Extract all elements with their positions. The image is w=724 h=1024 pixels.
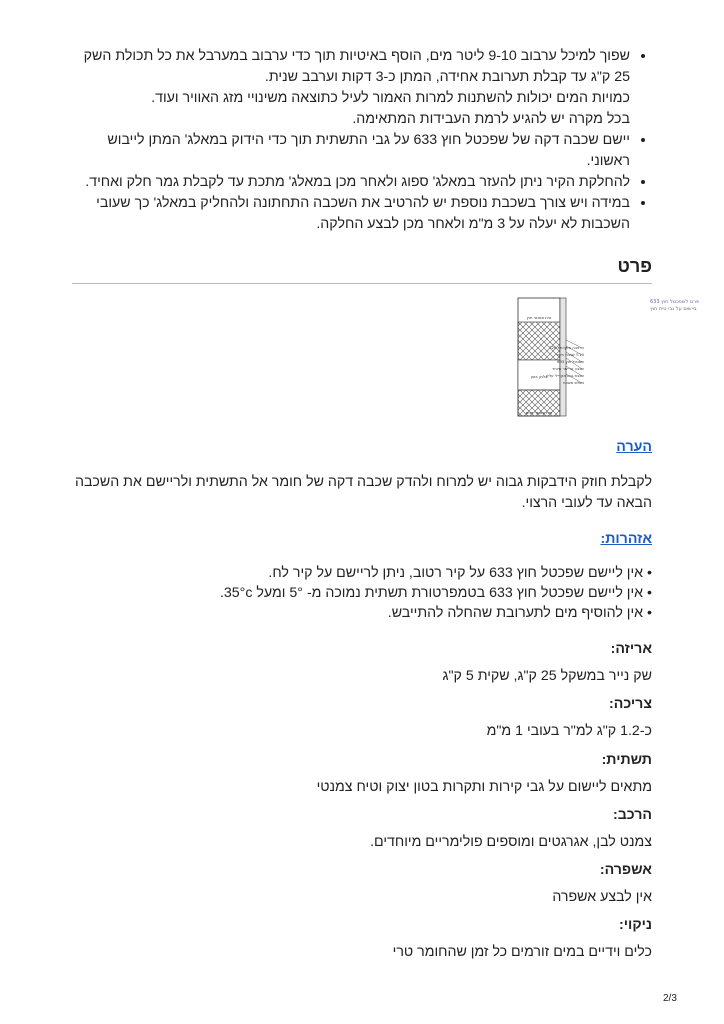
spec-consumption-label: צריכה:	[609, 696, 652, 712]
callout-5: שכבת גבס אקרילי עליון	[546, 373, 584, 378]
section-divider	[72, 283, 652, 284]
figure-caption-line1: פרט לשפכטל חוץ 633	[650, 299, 700, 305]
note-paragraph: לקבלת חוזק הידבקות גבוה יש למרוח ולהדק שכבה דקה של חומר אל התשתית ולריישם את השכבה הבאה עד לעובי הרצוי.	[74, 474, 652, 511]
callout-3: שפכטל חוץ 633	[557, 359, 584, 364]
warnings-list	[72, 563, 652, 623]
spec-packaging	[72, 639, 652, 686]
step-pour-water: • שפוך למיכל ערבוב 9-10 ליטר מים, הוסף באיטיות תוך כדי ערבוב במערבל את כל תכולת השק 25 ק"ג עד קבלת תערובת אחידה, המתן כ-3 דקות וערבב שנית. כמויות המים יכולות להשתנות למרות האמור לעיל כתוצאה משינויי מזג האוויר ועוד. בכל מקרה יש להגיע לרמת העבידות המתאימה.	[50, 46, 630, 130]
middle-layer-label: בלוק בטון	[530, 374, 548, 379]
spec-consumption-value: כ-1.2 ק"ג למ"ר בעובי 1 מ"מ	[486, 723, 652, 739]
spec-painting	[72, 860, 652, 907]
callout-1: הרטבה מוקדמת 720	[549, 345, 584, 350]
warning-item: • אין ליישם שפכטל חוץ 633 על קיר רטוב, ניתן לריישם על קיר לח.	[268, 565, 652, 581]
spec-painting-label: אשפרה:	[599, 862, 652, 878]
spec-composition-value: צמנט לבן, אגרגטים ומוספים פולימריים מיוחדים.	[370, 834, 652, 850]
spec-cleaning-value: כלים וידיים במים זורמים כל זמן שהחומר טרי	[392, 944, 652, 960]
spec-substrate	[72, 750, 652, 797]
note-heading-link[interactable]: הערה	[616, 439, 652, 455]
spec-composition-label: הרכב:	[613, 807, 652, 823]
spec-composition	[72, 805, 652, 852]
spec-cleaning-label: ניקוי:	[619, 917, 652, 933]
wall-detail-figure	[514, 294, 700, 416]
spec-substrate-label: תשתית:	[601, 752, 652, 768]
spec-painting-value: אין לבצע אשפרה	[552, 889, 652, 905]
figure-caption-line2: ביישום על גבי טיח חוץ	[650, 306, 697, 312]
bottom-layer-label: טיח צמנטי פנים	[525, 410, 553, 415]
spec-packaging-value: שק נייר במשקל 25 ק"ג, שקית 5 ק"ג	[442, 668, 652, 684]
step-smooth-wall: • להחלקת הקיר ניתן להעזר במאלג' ספוג ולאחר מכן במאלג' מתכת עד לקבלת גמר חלק ואחיד.	[50, 172, 630, 193]
spec-packaging-label: אריזה:	[610, 641, 652, 657]
callout-6: מפלס משטח	[563, 380, 584, 385]
warning-item: • אין ליישם שפכטל חוץ 633 בטמפרטורת תשתית נמוכה מ- 5° ומעל 35°c.	[219, 585, 652, 601]
finish-layer	[560, 298, 566, 416]
page-number: 2/3	[663, 993, 677, 1004]
callout-2: T-10 שכבת חיפוי	[556, 352, 584, 357]
step-apply-thin-layer: • יישם שכבה דקה של שפכטל חוץ 633 על גבי התשתית תוך כדי הידוק במאלג' המתן לייבוש ראשוני.	[50, 130, 630, 172]
callout-4: שכבה פריימר מיוחד	[552, 366, 584, 371]
application-steps-list	[50, 46, 652, 235]
detail-section-title: פרט	[617, 256, 652, 276]
spec-consumption	[72, 694, 652, 741]
top-layer-label: טיח צמנטי חוץ	[526, 315, 552, 320]
warning-item: • אין להוסיף מים לתערובת שהחלה להתייבש.	[387, 605, 652, 621]
upper-block-layer	[518, 322, 560, 360]
spec-substrate-value: מתאים ליישום על גבי קירות ותקרות בטון יצוק וטיח צמנטי	[316, 779, 652, 795]
warnings-heading-link[interactable]: אזהרות:	[600, 531, 652, 547]
step-extra-layer: • במידה ויש צורך בשכבת נוספת יש להרטיב את השכבה התחתונה ולהחליק במאלג' כך שעובי השכבות לא יעלה על 3 מ"מ ולאחר מכן לבצע החלקה.	[50, 193, 630, 235]
spec-cleaning	[72, 915, 652, 962]
